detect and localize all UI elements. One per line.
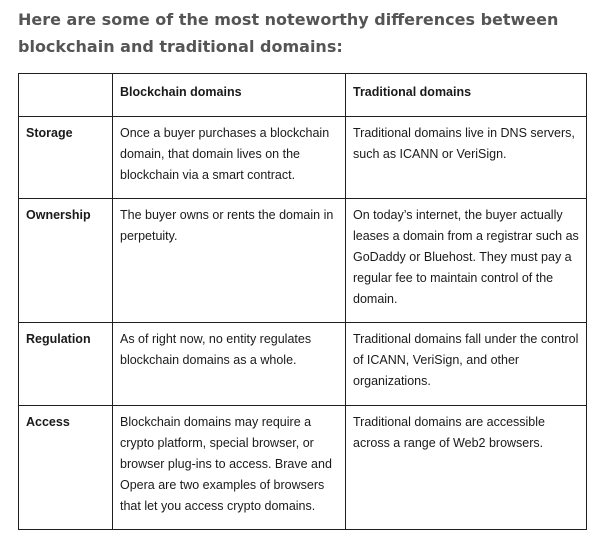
cell-ownership-blockchain: The buyer owns or rents the domain in perpetuity. <box>113 199 346 323</box>
table-row-access <box>19 406 587 530</box>
table-row-storage <box>19 117 587 199</box>
cell-ownership-traditional: On today’s internet, the buyer actually leases a domain from a registrar such as GoDaddy or Bluehost. They must pay a regular fee to maintain control of the domain. <box>346 199 587 323</box>
intro-heading: Here are some of the most noteworthy differences between blockchain and traditional domains: <box>18 10 559 56</box>
row-label-ownership: Ownership <box>19 199 113 323</box>
cell-storage-traditional: Traditional domains live in DNS servers, such as ICANN or VeriSign. <box>346 117 587 199</box>
header-blockchain-domains: Blockchain domains <box>113 74 346 117</box>
row-label-regulation: Regulation <box>19 323 113 406</box>
cell-regulation-blockchain: As of right now, no entity regulates blockchain domains as a whole. <box>113 323 346 406</box>
row-label-storage: Storage <box>19 117 113 199</box>
cell-storage-blockchain: Once a buyer purchases a blockchain domain, that domain lives on the blockchain via a smart contract. <box>113 117 346 199</box>
table-row-ownership <box>19 199 587 323</box>
row-label-access: Access <box>19 406 113 530</box>
table-row-regulation <box>19 323 587 406</box>
table-header-row <box>19 74 587 117</box>
cell-regulation-traditional: Traditional domains fall under the control of ICANN, VeriSign, and other organizations. <box>346 323 587 406</box>
cell-access-traditional: Traditional domains are accessible across a range of Web2 browsers. <box>346 406 587 530</box>
header-traditional-domains: Traditional domains <box>346 74 587 117</box>
header-cell-empty <box>19 74 113 117</box>
comparison-table <box>18 73 587 530</box>
cell-access-blockchain: Blockchain domains may require a crypto platform, special browser, or browser plug-ins to access. Brave and Opera are two examples of browsers that let you access crypto domains. <box>113 406 346 530</box>
